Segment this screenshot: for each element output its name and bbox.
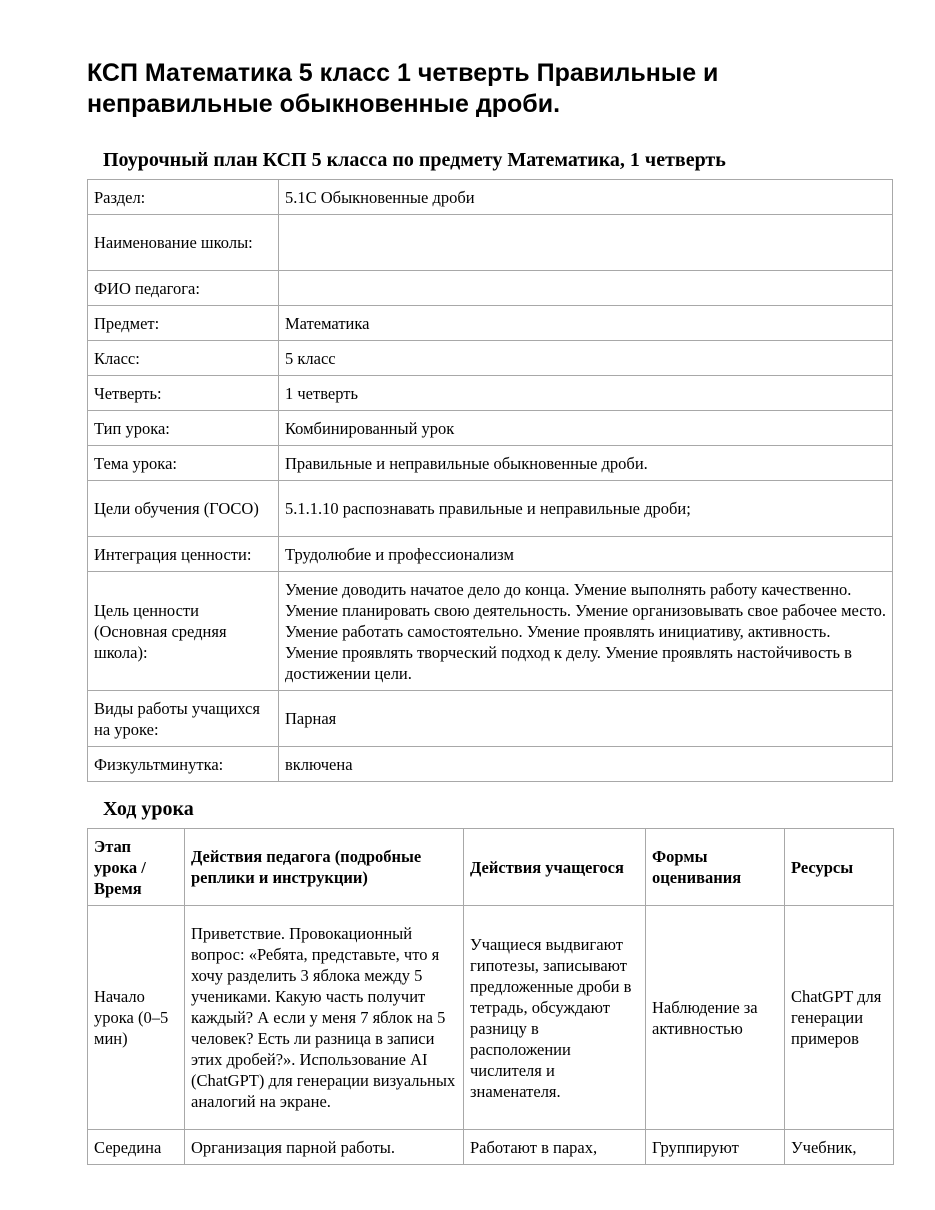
info-value: Парная (279, 691, 893, 747)
column-header-assessment: Формы оценивания (646, 829, 785, 906)
info-label: Четверть: (88, 376, 279, 411)
info-label: Цели обучения (ГОСО) (88, 481, 279, 537)
table-row (88, 271, 893, 306)
column-header-resources: Ресурсы (785, 829, 894, 906)
document-title: КСП Математика 5 класс 1 четверть Правильные и неправильные обыкновенные дроби. (87, 59, 719, 118)
info-value: Умение доводить начатое дело до конца. Умение выполнять работу качественно. Умение планировать свою деятельность. Умение организовывать свое рабочее место. Умение работать самостоятельно. Умение проявлять инициативу, активность. Умение проявлять творческий подход к делу. Умение проявлять настойчивость в достижении цели. (279, 572, 893, 691)
lesson-heading: Ход урока (103, 798, 194, 820)
info-label: Раздел: (88, 180, 279, 215)
stage-cell: Начало урока (0–5 мин) (88, 906, 185, 1130)
info-value: включена (279, 747, 893, 782)
info-value: Комбинированный урок (279, 411, 893, 446)
info-label: Тип урока: (88, 411, 279, 446)
table-row (88, 180, 893, 215)
info-value (279, 271, 893, 306)
table-row (88, 481, 893, 537)
info-label: Тема урока: (88, 446, 279, 481)
table-header-row (88, 829, 894, 906)
table-row (88, 747, 893, 782)
lesson-info-table (87, 179, 893, 782)
student-actions-cell: Работают в парах, (464, 1130, 646, 1165)
resources-cell: ChatGPT для генерации примеров (785, 906, 894, 1130)
table-row (88, 411, 893, 446)
column-header-teacher-actions: Действия педагога (подробные реплики и инструкции) (185, 829, 464, 906)
column-header-stage: Этап урока / Время (88, 829, 185, 906)
table-row (88, 537, 893, 572)
info-label: Класс: (88, 341, 279, 376)
student-actions-cell: Учащиеся выдвигают гипотезы, записывают предложенные дроби в тетрадь, обсуждают разницу в расположении числителя и знаменателя. (464, 906, 646, 1130)
info-label: Наименование школы: (88, 215, 279, 271)
assessment-cell: Группируют (646, 1130, 785, 1165)
table-row (88, 215, 893, 271)
info-value: Математика (279, 306, 893, 341)
table-row (88, 341, 893, 376)
info-value: 5.1.1.10 распознавать правильные и неправильные дроби; (279, 481, 893, 537)
stage-cell: Середина (88, 1130, 185, 1165)
teacher-actions-cell: Приветствие. Провокационный вопрос: «Ребята, представьте, что я хочу разделить 3 яблока между 5 учениками. Какую часть получит каждый? А если у меня 7 яблок на 5 человек? Есть ли разница в записи этих дробей?». Использование AI (ChatGPT) для генерации визуальных аналогий на экране. (185, 906, 464, 1130)
info-value: Трудолюбие и профессионализм (279, 537, 893, 572)
teacher-actions-cell: Организация парной работы. (185, 1130, 464, 1165)
info-label: Виды работы учащихся на уроке: (88, 691, 279, 747)
table-row (88, 691, 893, 747)
info-label: Интеграция ценности: (88, 537, 279, 572)
info-value: 5 класс (279, 341, 893, 376)
info-label: Цель ценности (Основная средняя школа): (88, 572, 279, 691)
table-row (88, 306, 893, 341)
info-label: ФИО педагога: (88, 271, 279, 306)
lesson-progress-table (87, 828, 894, 1165)
resources-cell: Учебник, (785, 1130, 894, 1165)
table-row (88, 906, 894, 1130)
column-header-student-actions: Действия учащегося (464, 829, 646, 906)
table-row (88, 376, 893, 411)
info-value (279, 215, 893, 271)
table-row (88, 446, 893, 481)
table-row (88, 572, 893, 691)
info-value: 5.1С Обыкновенные дроби (279, 180, 893, 215)
info-value: Правильные и неправильные обыкновенные дроби. (279, 446, 893, 481)
table-row (88, 1130, 894, 1165)
info-value: 1 четверть (279, 376, 893, 411)
plan-heading: Поурочный план КСП 5 класса по предмету Математика, 1 четверть (103, 149, 726, 171)
assessment-cell: Наблюдение за активностью (646, 906, 785, 1130)
info-label: Предмет: (88, 306, 279, 341)
info-label: Физкультминутка: (88, 747, 279, 782)
